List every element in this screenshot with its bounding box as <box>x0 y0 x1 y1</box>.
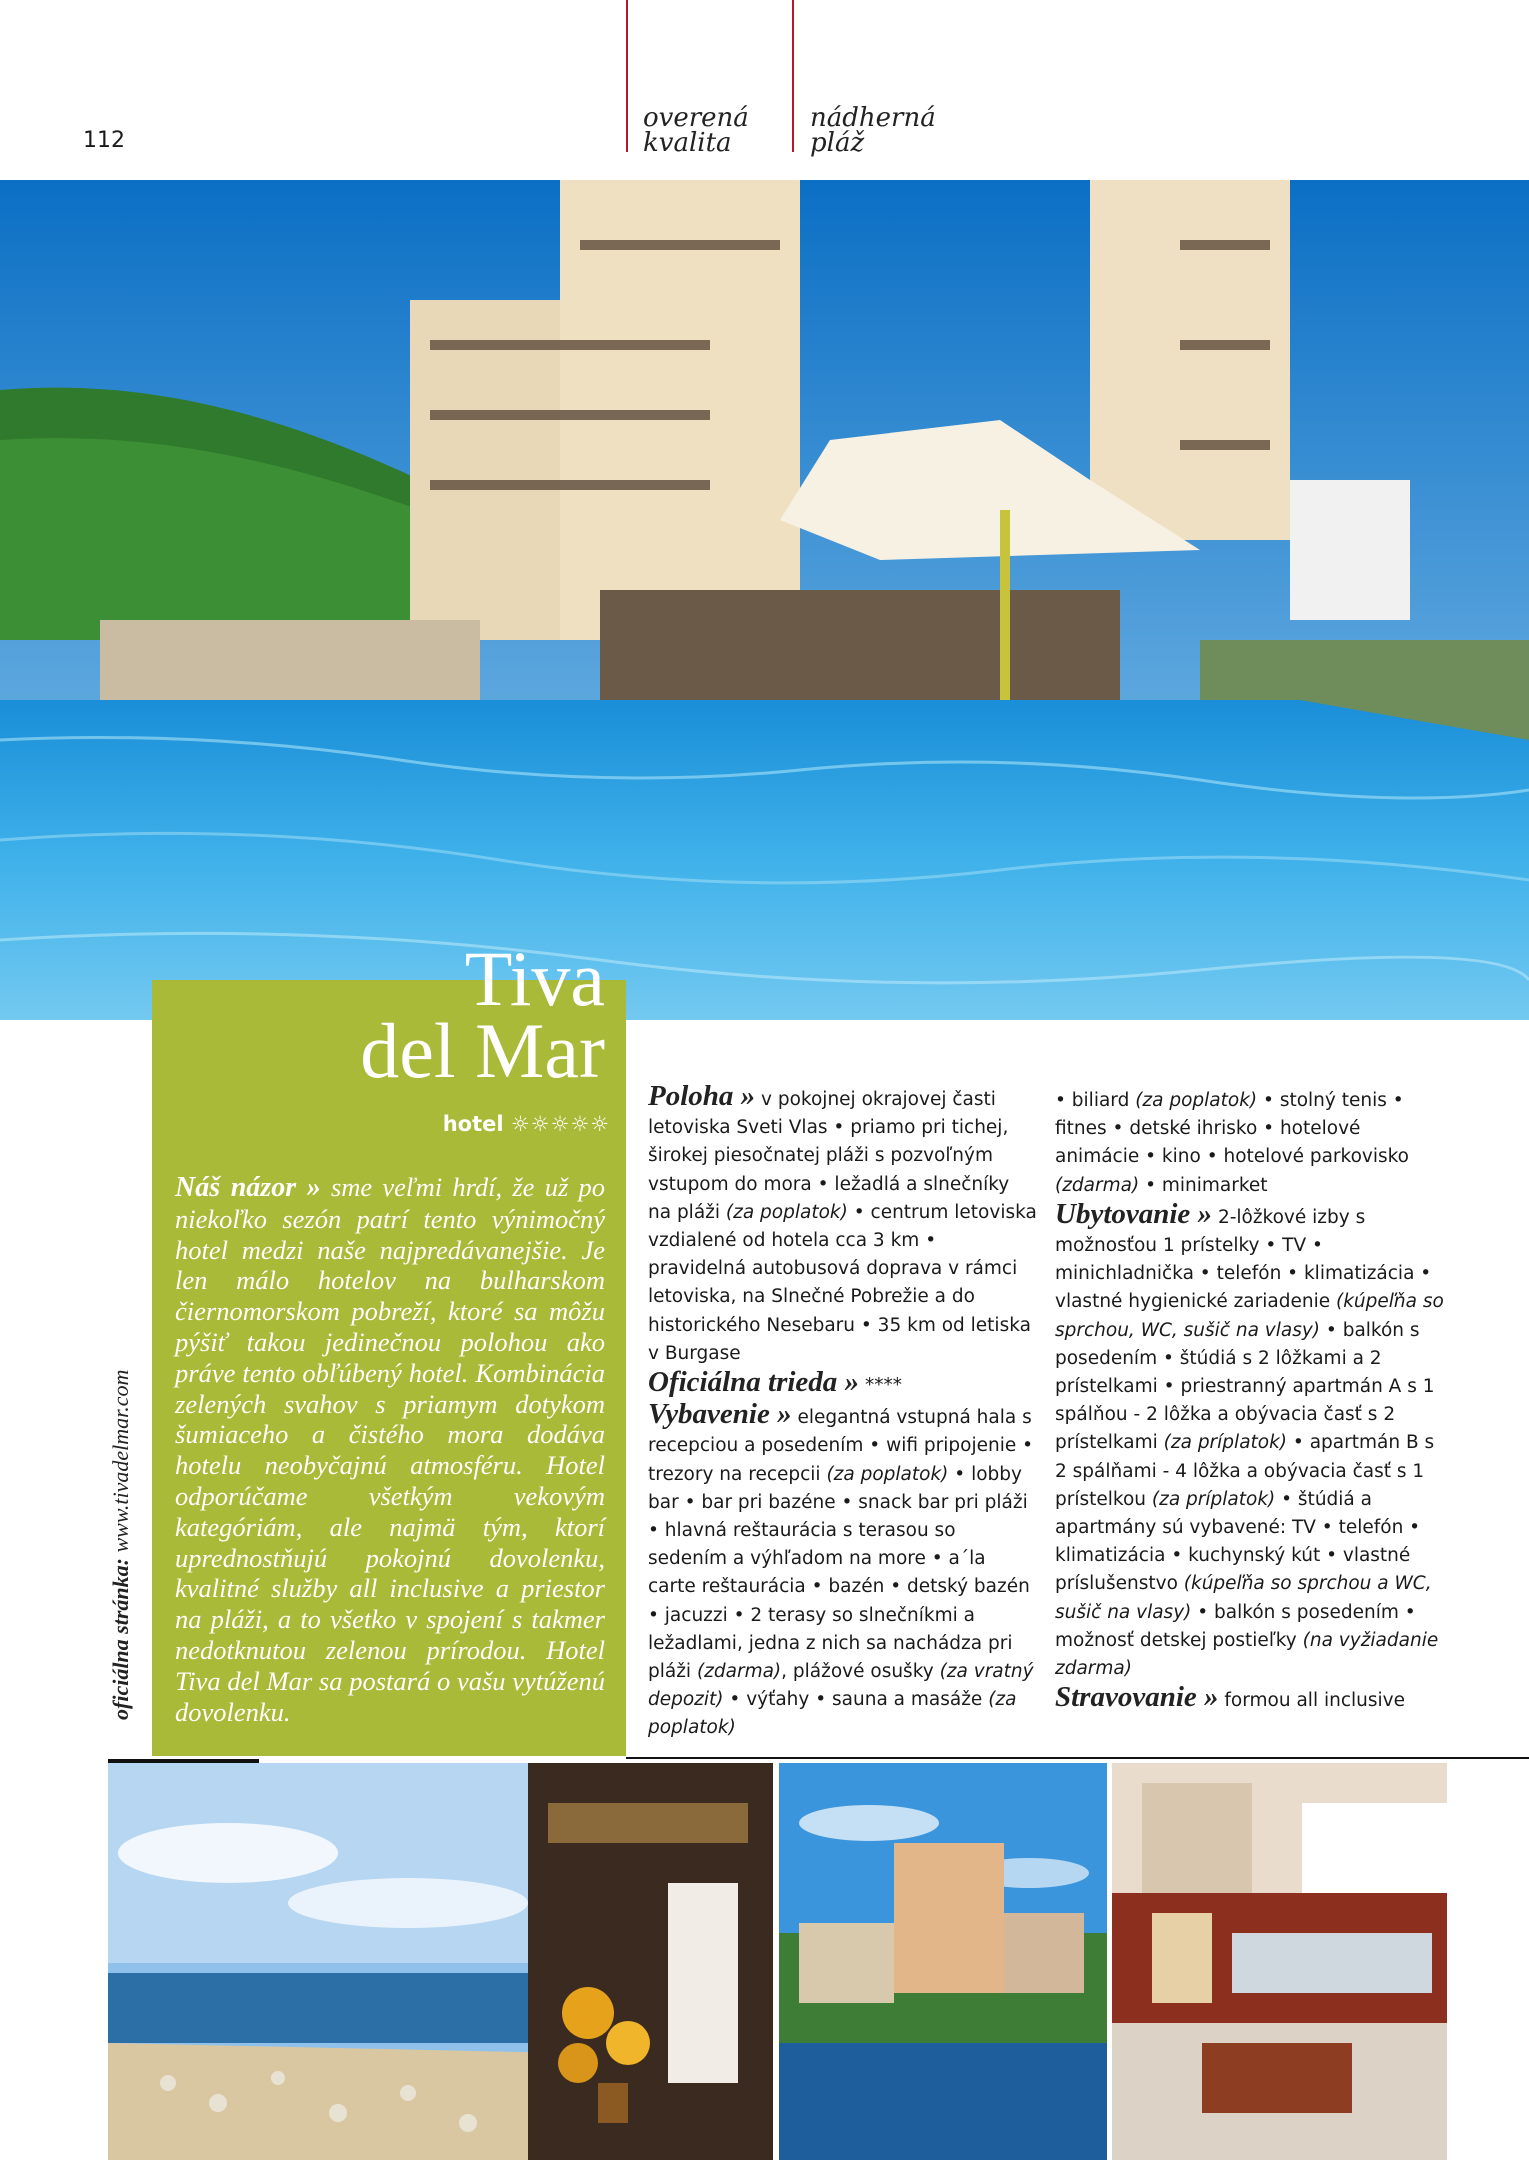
section-heading: Ubytovanie » <box>1055 1197 1213 1230</box>
page-number: 112 <box>83 128 125 153</box>
hotel-pool-illustration <box>0 180 1529 1020</box>
opinion-heading: Náš názor » <box>175 1172 321 1203</box>
sun-rating-icon: ☼☼☼☼☼ <box>510 1112 610 1136</box>
beach-view-photo <box>108 1763 773 2160</box>
section-official-class <box>648 1368 1038 1400</box>
section-heading: Stravovanie » <box>1055 1681 1219 1714</box>
hotel-pool-photo <box>0 180 1529 1020</box>
section-heading: Poloha » <box>648 1080 756 1112</box>
section-heading: Oficiálna trieda » <box>648 1366 860 1399</box>
hotel-title: Tiva del Mar <box>360 935 605 1094</box>
section-location: Poloha » v pokojnej okrajovej časti letoviska Sveti Vlas • priamo pri tichej, širokej piesočnatej pláži s pozvoľným vstupom do mora • ležadlá a slnečníky na pláži (za poplatok) • centrum letoviska vzdialené od hotela cca 3 km • pravidelná autobusová doprava v rámci letoviska, na Slnečné Pobrežie a do historického Nesebaru • 35 km od letiska v Burgase <box>648 1080 1037 1364</box>
hotel-seaside-photo <box>779 1763 1107 2160</box>
restaurant-buffet-photo <box>1112 1763 1447 2160</box>
section-facilities: Vybavenie » elegantná vstupná hala s recepciou a posedením • wifi pripojenie • trezory na recepcii (za poplatok) • lobby bar • bar pri bazéne • snack bar pri pláži • hlavná reštaurácia s terasou so sedením a výhľadom na more • a´la carte reštaurácia • bazén • detský bazén • jacuzzi • 2 terasy so slnečníkmi a ležadlami, jedna z nich sa nachádza pri pláži (zdarma), plážové osušky (za vratný depozit) • výťahy • sauna a masáže (za poplatok) <box>648 1398 1034 1739</box>
section-facilities-cont: • biliard (za poplatok) • stolný tenis • fitnes • detské ihrisko • hotelové animácie • kino • hotelové parkovisko (zdarma) • minimarket <box>1055 1090 1410 1196</box>
star-rating: **** <box>864 1375 902 1397</box>
divider <box>626 1757 1529 1759</box>
text-column-1 <box>648 1082 1038 1743</box>
beach-terrace-illustration <box>108 1763 773 2160</box>
section-accommodation: Ubytovanie » 2-lôžkové izby s možnosťou 1 prístelky • TV • minichladnička • telefón • klimatizácia • vlastné hygienické zariadenie (kúpeľňa so sprchou, WC, sušič na vlasy) • balkón s posedením • štúdiá s 2 lôžkami a 2 prístelkami • priestranný apartmán A s 1 spálňou - 2 lôžka a obývacia časť s 2 prístelkami (za príplatok) • apartmán B s 2 spálňami - 4 lôžka a obývacia časť s 1 prístelkou (za príplatok) • štúdiá a apartmány sú vybavené: TV • telefón • klimatizácia • kuchynský kút • vlastné príslušenstvo (kúpeľňa so sprchou a WC, sušič na vlasy) • balkón s posedením • možnosť detskej postieľky (na vyžiadanie zdarma) <box>1055 1197 1444 1680</box>
opinion-text: Náš názor » sme veľmi hrdí, že už po niekoľko sezón patrí tento výnimočný hotel medzi naše najpredávanejšie. Je len málo hotelov na bulharskom čiernomorskom pobreží, ktoré sa môžu pýšiť takou jedinečnou polohou ako práve tento obľúbený hotel. Kombinácia zelených svahov s priamym dotykom šumiaceho a čistého mora dodáva hotelu neobyčajnú atmosféru. Hotel odporúčame všetkým vekovým kategóriám, ale najmä tým, ktorí uprednostňujú pokojnú dovolenku, kvalitné služby all inclusive a priestor na pláži, a to všetko v spojení s takmer nedotknutou zelenou prírodou. Hotel Tiva del Mar sa postará o vašu vytúženú dovolenku. <box>175 1172 605 1727</box>
restaurant-interior-illustration <box>1112 1763 1447 2160</box>
tag-beach: nádherná pláž <box>810 103 936 158</box>
text-column-2 <box>1055 1087 1450 1715</box>
website-link[interactable]: www.tivadelmar.com <box>108 1369 133 1553</box>
section-board: Stravovanie » formou all inclusive <box>1055 1681 1405 1714</box>
header-divider <box>626 0 628 152</box>
tag-quality: overená kvalita <box>643 103 749 158</box>
hotel-category: hotel ☼☼☼☼☼ <box>442 1112 610 1136</box>
section-heading: Vybavenie » <box>648 1398 792 1431</box>
hotel-from-sea-illustration <box>779 1763 1107 2160</box>
website-info: oficiálna stránka: www.tivadelmar.com <box>108 1369 133 1720</box>
header-divider <box>792 0 794 152</box>
